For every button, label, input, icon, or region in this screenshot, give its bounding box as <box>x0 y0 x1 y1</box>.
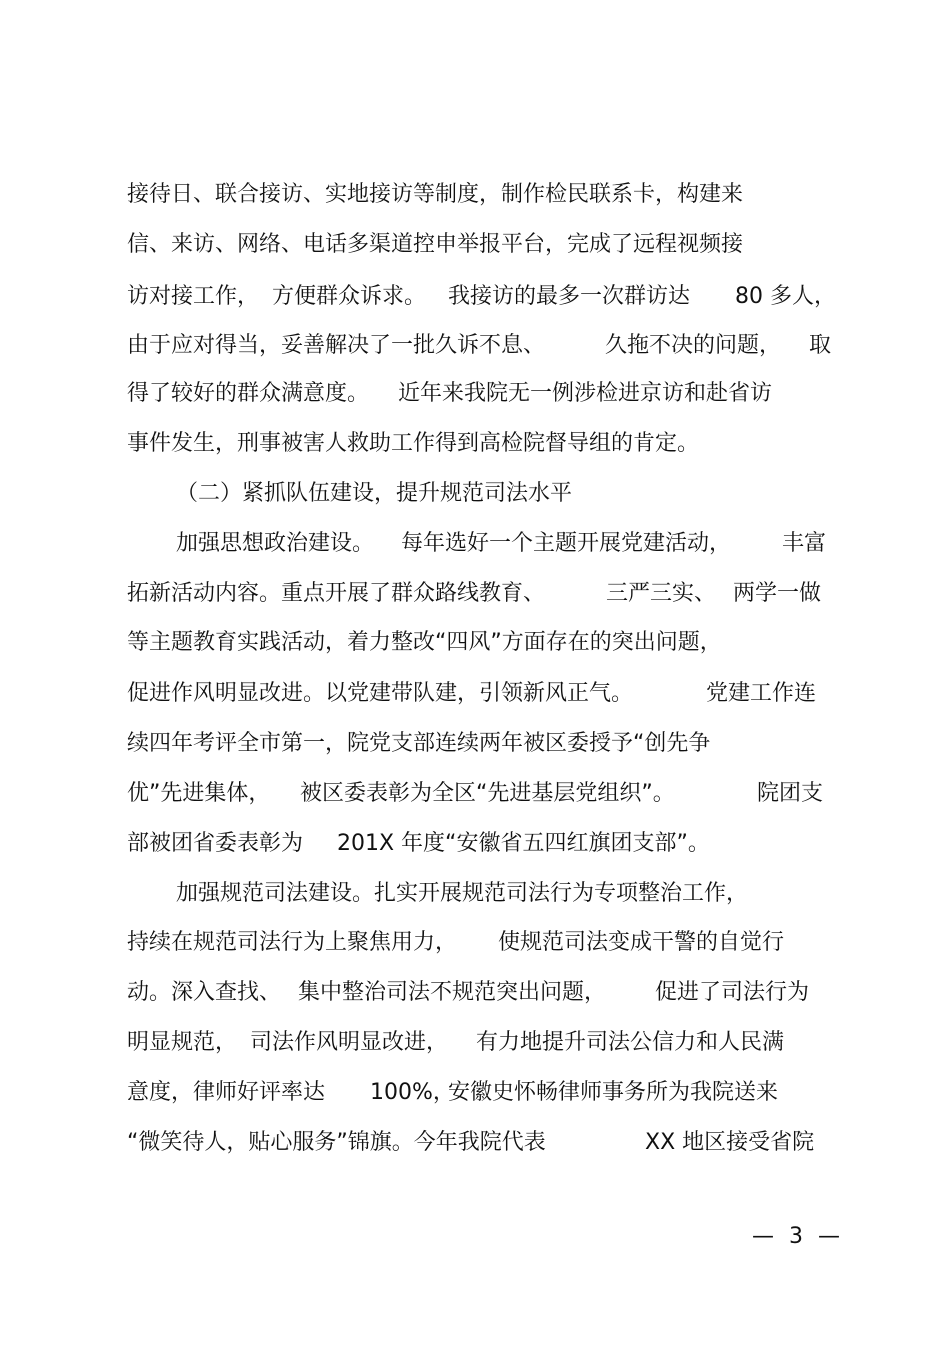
text-line <box>0 729 950 759</box>
section-heading-text: （二）紧抓队伍建设，提升规范司法水平 <box>176 481 573 506</box>
text-segment: 司法作风明显改进， <box>250 1030 449 1055</box>
text-segment: 丰富 <box>782 531 827 556</box>
text-segment: 三严三实、 <box>606 581 717 606</box>
text-segment: 100%， <box>370 1080 455 1105</box>
text-segment: 接待日、联合接访、实地接访等制度，制作检民联系卡，构建来 <box>127 182 744 207</box>
text-segment: 等主题教育实践活动，着力整改“四风”方面存在的突出问题， <box>127 630 722 655</box>
text-segment: 事件发生，刑事被害人救助工作得到高检院督导组的肯定。 <box>127 431 700 456</box>
text-segment: 加强思想政治建设。 <box>176 531 375 556</box>
text-line <box>0 879 950 909</box>
text-segment: 持续在规范司法行为上聚焦用力， <box>127 930 458 955</box>
text-line <box>0 1128 950 1158</box>
text-segment: 加强规范司法建设。扎实开展规范司法行为专项整治工作， <box>176 881 749 906</box>
text-segment: 取 <box>809 333 832 358</box>
text-segment: 得了较好的群众满意度。 <box>127 381 370 406</box>
text-segment: “微笑待人，贴心服务”锦旗。今年我院代表 <box>127 1130 546 1155</box>
text-line <box>0 779 950 809</box>
text-segment: 动。深入查找、 <box>127 980 282 1005</box>
section-heading <box>0 479 950 509</box>
text-line <box>0 1028 950 1058</box>
text-line <box>0 282 950 312</box>
text-segment: 拓新活动内容。重点开展了群众路线教育、 <box>127 581 546 606</box>
text-segment: 我接访的最多一次群访达 <box>448 284 691 309</box>
text-segment: 院团支 <box>757 781 824 806</box>
text-segment: 续四年考评全市第一，院党支部连续两年被区委授予“创先争 <box>127 731 711 756</box>
text-line <box>0 829 950 859</box>
text-segment: XX 地区接受省院 <box>645 1130 815 1155</box>
text-segment: 明显规范， <box>127 1030 238 1055</box>
text-segment: 有力地提升司法公信力和人民满 <box>476 1030 785 1055</box>
text-segment: 访对接工作， <box>127 284 260 309</box>
text-line <box>0 978 950 1008</box>
text-line <box>0 529 950 559</box>
text-line <box>0 1078 950 1108</box>
text-segment: 信、来访、网络、电话多渠道控申举报平台，完成了远程视频接 <box>127 232 744 257</box>
text-segment: 201X 年度“安徽省五四红旗团支部”。 <box>337 831 710 856</box>
text-segment: 使规范司法变成干警的自觉行 <box>498 930 785 955</box>
text-segment: 安徽史怀畅律师事务所为我院送来 <box>448 1080 779 1105</box>
text-segment: 促进作风明显改进。以党建带队建，引领新风正气。 <box>127 681 634 706</box>
text-line <box>0 379 950 409</box>
text-segment: 两学一做 <box>733 581 822 606</box>
text-segment: 近年来我院无一例涉检进京访和赴省访 <box>398 381 773 406</box>
text-line <box>0 180 950 210</box>
page-number: — 3 — <box>752 1224 844 1249</box>
text-segment: 80 多人， <box>735 284 836 309</box>
text-segment: 意度，律师好评率达 <box>127 1080 326 1105</box>
text-line <box>0 679 950 709</box>
text-segment: 集中整治司法不规范突出问题， <box>298 980 607 1005</box>
text-line <box>0 429 950 459</box>
text-line <box>0 230 950 260</box>
text-segment: 党建工作连 <box>706 681 817 706</box>
text-segment: 促进了司法行为 <box>655 980 810 1005</box>
text-line <box>0 331 950 361</box>
text-segment: 由于应对得当，妥善解决了一批久诉不息、 <box>127 333 546 358</box>
text-line <box>0 579 950 609</box>
text-segment: 被区委表彰为全区“先进基层党组织”。 <box>300 781 675 806</box>
text-segment: 优”先进集体， <box>127 781 271 806</box>
text-line <box>0 928 950 958</box>
text-segment: 部被团省委表彰为 <box>127 831 304 856</box>
text-segment: 每年选好一个主题开展党建活动， <box>401 531 732 556</box>
text-segment: 久拖不决的问题， <box>605 333 782 358</box>
text-segment: 方便群众诉求。 <box>272 284 427 309</box>
text-line <box>0 628 950 658</box>
